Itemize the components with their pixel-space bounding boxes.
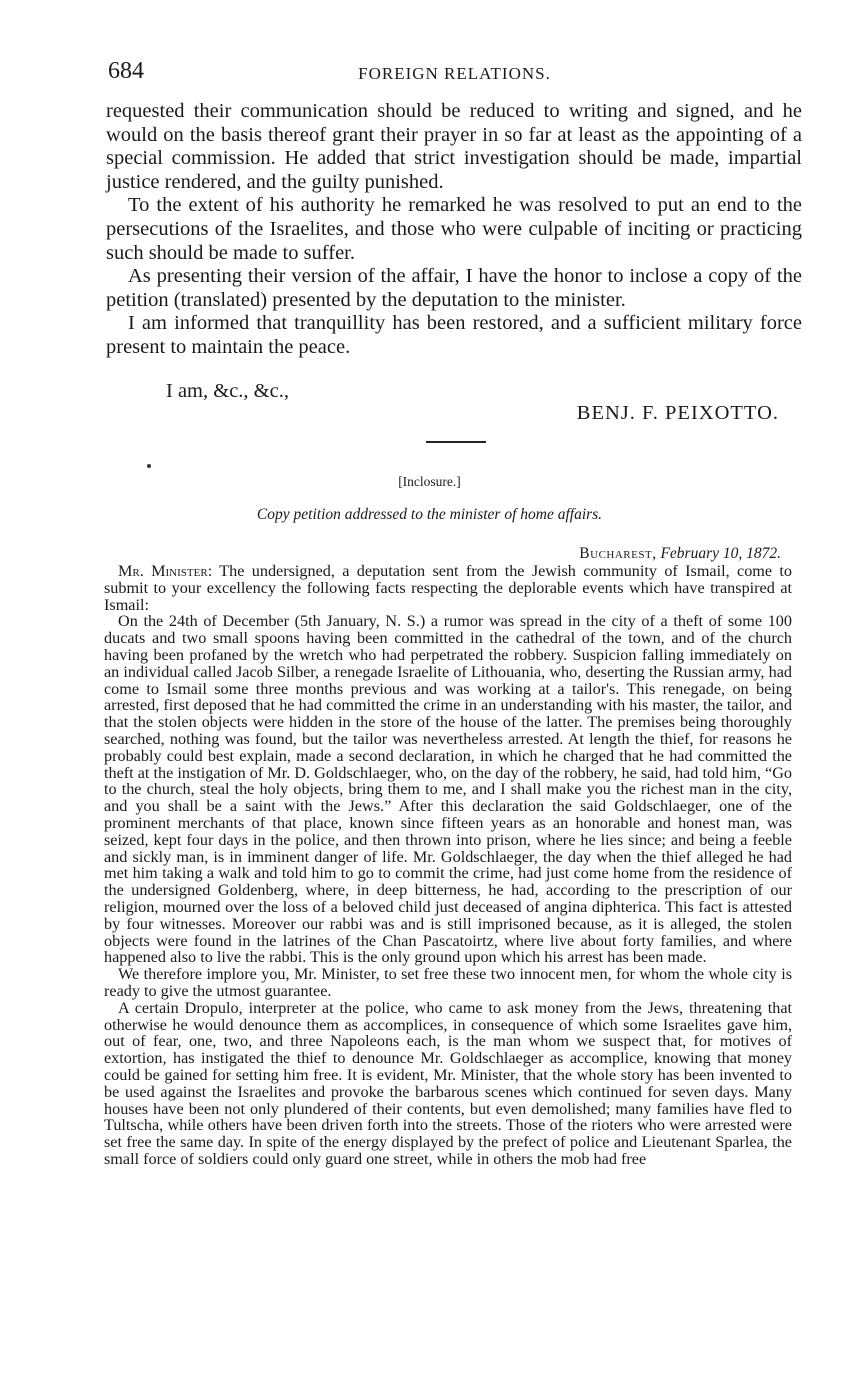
dateline-date: February 10, 1872. xyxy=(660,545,781,562)
ink-speck xyxy=(147,464,151,468)
inclosure-label: [Inclosure.] xyxy=(398,474,461,489)
letter-paragraph: I am informed that tranquillity has been restored, and a sufficient military force present to maintain the peace. xyxy=(106,312,802,358)
section-divider xyxy=(426,441,486,443)
dateline-city: Bucharest, xyxy=(579,545,657,562)
inclosure-caption: Copy petition addressed to the minister of home affairs. xyxy=(256,506,603,523)
signature: BENJ. F. PEIXOTTO. xyxy=(576,402,779,424)
petition-paragraph: A certain Dropulo, interpreter at the police, who came to ask money from the Jews, threatening that otherwise he would denounce them as accomplices, in consequence of which some Israelites gave him, out of fear, one, two, and three Napoleons each, is the man whom we suspect that, for motives of extortion, has instigated the thief to denounce Mr. Goldschlaeger as accomplice, knowing that money could be gained for setting him free. It is evident, Mr. Minister, that the whole story has been invented to be used against the Israelites and provoke the barbarous scenes which continued for seven days. Many houses have been not only plundered of their contents, but even demolished; many families have fled to Tultscha, while others have been driven forth into the streets. Those of the rioters who were arrested were set free the same day. In spite of the energy displayed by the prefect of police and Lieutenant Sparlea, the small force of soldiers could only guard one street, while in others the mob had free xyxy=(104,998,792,1168)
petition-paragraph: On the 24th of December (5th January, N. S.) a rumor was spread in the city of a theft of some 100 ducats and two small spoons having been committed in the cathedral of the town, and of the church having been profaned by the wretch who had perpetrated the robbery. Suspicion falling immediately on an individual called Jacob Silber, a renegade Israelite of Lithouania, who, deserting the Russian army, had come to Ismail some three months previous and was working at a tailor's. This renegade, on being arrested, first deposed that he had committed the crime in an understanding with his master, the tailor, and that the stolen objects were hidden in the store of the house of the latter. The premises being thoroughly searched, nothing was found, but the tailor was nevertheless arrested. At length the thief, for reasons he probably could best explain, made a second declaration, in which he charged that he had committed the theft at the instigation of Mr. D. Goldschlaeger, who, on the day of the robbery, he said, had told him, “Go to the church, steal the holy objects, bring them to me, and I shall make you the richest man in the city, and you shall be a saint with the Jews.” After this declaration the said Goldschlaeger, one of the prominent merchants of that place, known since fifteen years as an honorable and honest man, was seized, kept four days in the police, and then thrown into prison, where he lies since; and being a feeble and sickly man, is in imminent danger of life. Mr. Goldschlaeger, the day when the thief alleged he had met him taking a walk and told him to go to commit the crime, had just come home from the residence of the undersigned Goldenberg, where, in deep bitterness, he had, according to the prescription of our religion, mourned over the loss of a beloved child just deceased of angina diphterica. This fact is attested by four witnesses. Moreover our rabbi was and is still imprisoned because, as it is alleged, the stolen objects were found in the latrines of the Chan Pascatoirtz, where live about forty families, and where happened also to live the rabbi. This is the only ground upon which his arrest has been made. xyxy=(104,612,792,967)
petition-paragraph xyxy=(104,563,792,613)
petition-opening: : The undersigned, a deputation sent from the Jewish community of Ismail, come to submit to your excellency the following facts respecting the deplorable events which have transpired at Ismail: xyxy=(104,562,792,614)
letter-paragraph: requested their communication should be reduced to writing and signed, and he would on the basis thereof grant their prayer in so far at least as the appointing of a special commission. He added that strict investigation should be made, impartial justice rendered, and the guilty punished. xyxy=(106,100,802,193)
petition-paragraph: We therefore implore you, Mr. Minister, to set free these two innocent men, for whom the whole city is ready to give the utmost guarantee. xyxy=(104,965,792,1000)
salutation: Mr. Minister xyxy=(118,562,208,580)
page-header xyxy=(108,58,801,92)
letter-paragraph: As presenting their version of the affair, I have the honor to inclose a copy of the petition (translated) presented by the deputation to the minister. xyxy=(106,265,802,311)
page-number: 684 xyxy=(108,58,144,84)
running-head: FOREIGN RELATIONS. xyxy=(358,64,551,83)
letter-closing: I am, &c., &c., xyxy=(166,380,289,402)
letter-paragraph: To the extent of his authority he remarked he was resolved to put an end to the persecutions of the Israelites, and those who were culpable of inciting or practicing such should be made to suffer. xyxy=(106,194,802,264)
dateline xyxy=(579,545,781,563)
letter-body xyxy=(106,100,802,360)
petition-body xyxy=(104,563,792,1168)
